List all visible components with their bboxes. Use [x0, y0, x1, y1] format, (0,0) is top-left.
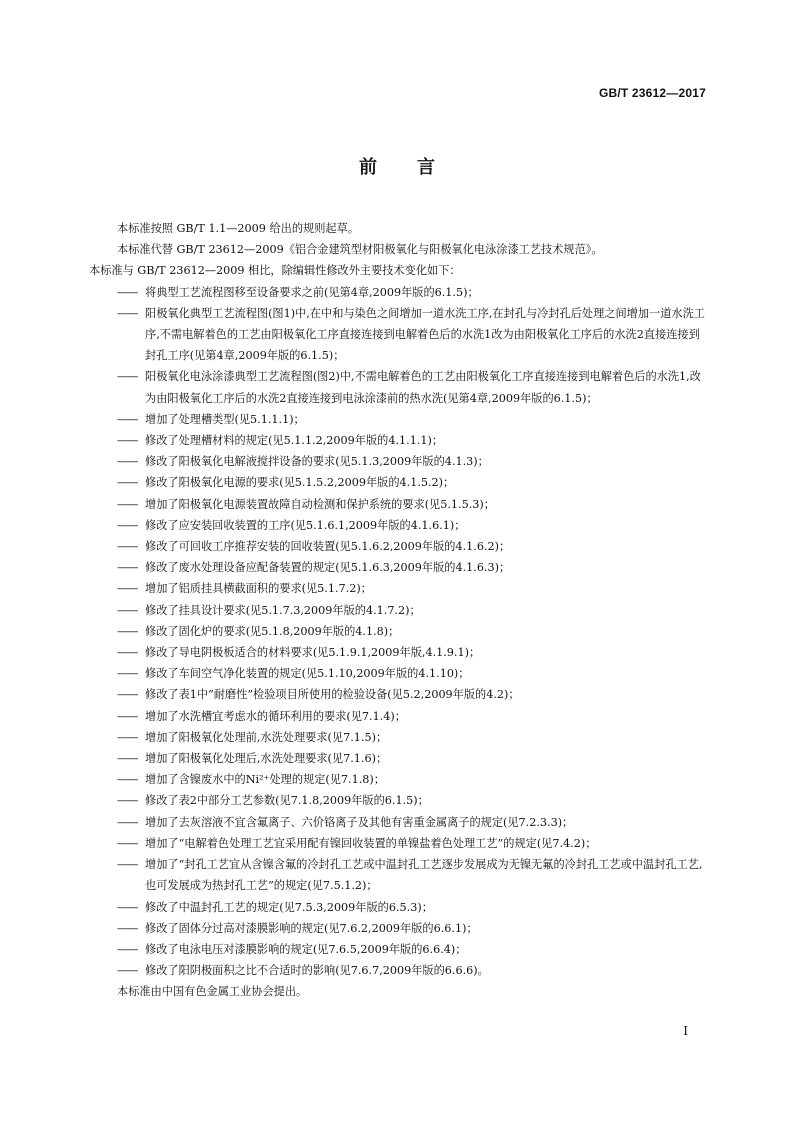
dash-marker: —— — [117, 794, 138, 808]
page-title: 前言 — [359, 157, 475, 178]
change-text: 增加了阳极氧化处理前,水洗处理要求(见7.1.5)； — [145, 730, 388, 744]
change-item — [89, 769, 709, 790]
change-item — [89, 600, 709, 621]
change-text: 将典型工艺流程图移至设备要求之前(见第4章,2009年版的6.1.5)； — [145, 285, 479, 299]
change-text: 修改了挂具设计要求(见5.1.7.3,2009年版的4.1.7.2)； — [145, 603, 421, 617]
dash-marker: —— — [117, 709, 138, 723]
change-item — [89, 918, 709, 939]
dash-marker: —— — [117, 921, 138, 935]
dash-marker: —— — [117, 942, 138, 956]
dash-marker: —— — [117, 412, 138, 426]
dash-marker: —— — [117, 603, 138, 617]
dash-marker: —— — [117, 646, 138, 660]
change-item — [89, 748, 709, 769]
dash-marker: —— — [117, 688, 138, 702]
change-item — [89, 790, 709, 811]
change-item — [89, 536, 709, 557]
dash-marker: —— — [117, 773, 138, 787]
paragraph-proposed-by: 本标准由中国有色金属工业协会提出。 — [117, 985, 308, 999]
paragraph-changes-intro: 本标准与 GB/T 23612—2009 相比，除编辑性修改外主要技术变化如下： — [89, 264, 461, 278]
change-text: 修改了表1中“耐磨性”检验项目所使用的检验设备(见5.2,2009年版的4.2)； — [145, 688, 520, 702]
dash-marker: —— — [117, 815, 138, 829]
dash-marker: —— — [117, 518, 138, 532]
change-item — [89, 472, 709, 493]
paragraph-drafting-rules: 本标准按照 GB/T 1.1—2009 给出的规则起草。 — [117, 222, 359, 235]
dash-marker: —— — [117, 476, 138, 490]
change-item — [89, 515, 709, 536]
change-item — [89, 430, 709, 451]
change-item — [89, 897, 709, 918]
dash-marker: —— — [117, 434, 138, 448]
change-text: 修改了阳极氧化电源的要求(见5.1.5.2,2009年版的4.1.5.2)； — [145, 476, 455, 490]
dash-marker: —— — [117, 370, 138, 384]
change-item — [89, 684, 709, 705]
dash-marker: —— — [117, 752, 138, 766]
change-text: 增加了阳极氧化处理后,水洗处理要求(见7.1.6)； — [145, 752, 388, 766]
change-item — [89, 854, 709, 896]
dash-marker: —— — [117, 900, 138, 914]
change-text: 修改了阳阴极面积之比不合适时的影响(见7.6.7,2009年版的6.6.6)。 — [145, 964, 489, 978]
dash-marker: —— — [117, 497, 138, 511]
change-item — [89, 409, 709, 430]
dash-marker: —— — [117, 964, 138, 978]
change-item — [89, 282, 709, 303]
change-text: 修改了固体分过高对漆膜影响的规定(见7.6.2,2009年版的6.6.1)； — [145, 921, 478, 935]
change-text: 阳极氧化电泳涂漆典型工艺流程图(图2)中,不需电解着色的工艺由阳极氧化工序直接连接到电解着色后的水洗1,改为由阳极氧化工序后的水洗2直接连接到电泳涂漆前的热水洗(见第4章,2009年版的6.1.5)； — [145, 370, 701, 405]
change-item — [89, 557, 709, 578]
change-text: 增加了水洗槽宜考虑水的循环利用的要求(见7.1.4)； — [145, 709, 406, 723]
dash-marker: —— — [117, 624, 138, 638]
change-item — [89, 642, 709, 663]
paragraph-replaces: 本标准代替 GB/T 23612—2009《铝合金建筑型材阳极氧化与阳极氧化电泳涂漆工艺技术规范》。 — [117, 243, 603, 257]
change-text: 修改了导电阴极板适合的材料要求(见5.1.9.1,2009年版,4.1.9.1)； — [145, 646, 481, 660]
change-text: 增加了“封孔工艺宜从含镍含氟的冷封孔工艺或中温封孔工艺逐步发展成为无镍无氟的冷封孔工艺或中温封孔工艺,也可发展成为热封孔工艺”的规定(见7.5.1.2)； — [145, 858, 703, 893]
dash-marker: —— — [117, 836, 138, 850]
change-item — [89, 706, 709, 727]
dash-marker: —— — [117, 561, 138, 575]
change-text: 修改了固化炉的要求(见5.1.8,2009年版的4.1.8)； — [145, 624, 400, 638]
change-text: 修改了处理槽材料的规定(见5.1.1.2,2009年版的4.1.1.1)； — [145, 434, 444, 448]
change-item — [89, 494, 709, 515]
dash-marker: —— — [117, 455, 138, 469]
change-item — [89, 812, 709, 833]
change-text: 增加了“电解着色处理工艺宜采用配有镍回收装置的单镍盐着色处理工艺”的规定(见7.4.2)； — [145, 836, 597, 850]
change-text: 阳极氧化典型工艺流程图(图1)中,在中和与染色之间增加一道水洗工序,在封孔与冷封孔后处理之间增加一道水洗工序,不需电解着色的工艺由阳极氧化工序直接连接到电解着色后的水洗1改为由阳极氧化工序后的水洗2直接连接到封孔工序(见第4章,2009年版的6.1.5)； — [145, 306, 705, 363]
change-text: 增加了阳极氧化电源装置故障自动检测和保护系统的要求(见5.1.5.3)； — [145, 497, 495, 511]
change-text: 修改了阳极氧化电解液搅拌设备的要求(见5.1.3,2009年版的4.1.3)； — [145, 455, 489, 469]
change-text: 修改了废水处理设备应配备装置的规定(见5.1.6.3,2009年版的4.1.6.3)； — [145, 561, 511, 575]
change-item — [89, 939, 709, 960]
change-text: 修改了应安装回收装置的工序(见5.1.6.1,2009年版的4.1.6.1)； — [145, 518, 466, 532]
dash-marker: —— — [117, 667, 138, 681]
change-item — [89, 621, 709, 642]
page-number: I — [683, 1024, 688, 1038]
change-item — [89, 578, 709, 599]
dash-marker: —— — [117, 858, 138, 872]
change-item — [89, 960, 709, 981]
change-item — [89, 727, 709, 748]
change-text: 增加了处理槽类型(见5.1.1.1)； — [145, 412, 305, 426]
change-text: 修改了中温封孔工艺的规定(见7.5.3,2009年版的6.5.3)； — [145, 900, 433, 914]
change-text: 增加了含镍废水中的Ni²⁺处理的规定(见7.1.8)； — [145, 773, 385, 787]
dash-marker: —— — [117, 540, 138, 554]
standard-number: GB/T 23612—2017 — [598, 86, 706, 100]
document-body — [89, 218, 709, 1003]
change-text: 修改了电泳电压对漆膜影响的规定(见7.6.5,2009年版的6.6.4)； — [145, 942, 467, 956]
change-item — [89, 303, 709, 367]
change-item — [89, 833, 709, 854]
dash-marker: —— — [117, 582, 138, 596]
change-item — [89, 366, 709, 408]
change-text: 增加了铝质挂具横截面积的要求(见5.1.7.2)； — [145, 582, 372, 596]
change-item — [89, 451, 709, 472]
change-text: 修改了表2中部分工艺参数(见7.1.8,2009年版的6.1.5)； — [145, 794, 429, 808]
change-item — [89, 663, 709, 684]
change-text: 修改了车间空气净化装置的规定(见5.1.10,2009年版的4.1.10)； — [145, 667, 470, 681]
dash-marker: —— — [117, 730, 138, 744]
change-text: 修改了可回收工序推荐安装的回收装置(见5.1.6.2,2009年版的4.1.6.2)； — [145, 540, 511, 554]
dash-marker: —— — [117, 285, 138, 299]
dash-marker: —— — [117, 306, 138, 320]
change-text: 增加了去灰溶液不宜含氟离子、六价铬离子及其他有害重金属离子的规定(见7.2.3.3)； — [145, 815, 574, 829]
